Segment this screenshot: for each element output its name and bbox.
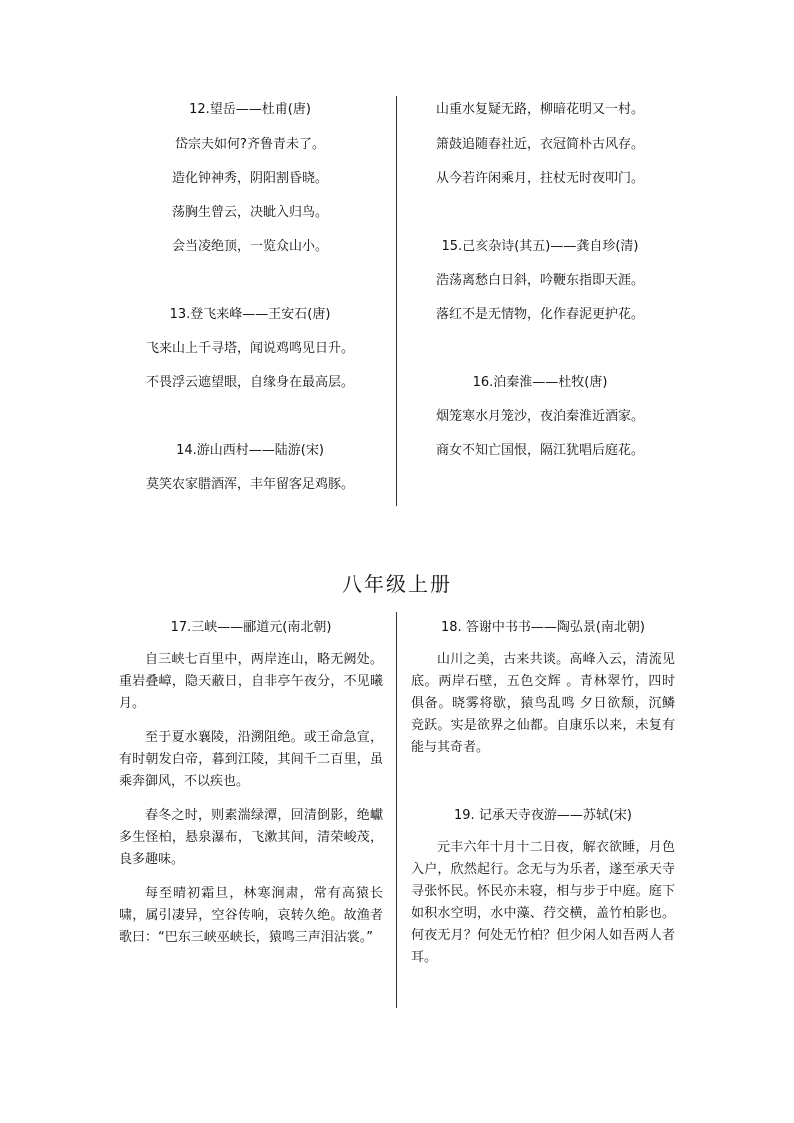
poem-title: 13.登飞来峰——王安石(唐) [169, 307, 331, 322]
poem-line: 山重水复疑无路，柳暗花明又一村。 [435, 102, 644, 117]
poem-title: 12.望岳——杜甫(唐) [189, 102, 311, 117]
upper-column-divider [396, 96, 397, 506]
poem-line: 浩荡离愁白日斜，吟鞭东指即天涯。 [435, 273, 644, 288]
lower-left-column [119, 616, 383, 949]
prose-paragraph: 山川之美，古来共谈。高峰入云，清流见底。两岸石壁，五色交辉 。青林翠竹，四时俱备。晓雾将歇，猿鸟乱鸣 夕日欲颓，沉鳞竞跃。实是欲界之仙都。自康乐以来，未复有能与其奇者。 [411, 652, 675, 755]
poem-line: 烟笼寒水月笼沙，夜泊秦淮近酒家。 [435, 409, 644, 424]
prose-paragraph: 每至晴初霜旦，林寒涧肃，常有高猿长啸，属引凄异，空谷传响，哀转久绝。故渔者歌曰：“巴东三峡巫峡长，猿鸣三声泪沾裳。” [119, 886, 383, 945]
prose-title: 17.三峡——郦道元(南北朝) [170, 620, 332, 635]
prose-title: 19. 记承天寺夜游——苏轼(宋) [454, 808, 632, 823]
lower-right-column-second [411, 804, 675, 969]
lower-column-divider [396, 612, 397, 1008]
lower-right-column [411, 616, 675, 759]
poem-line: 荡胸生曾云，决眦入归鸟。 [171, 205, 328, 220]
poem-line: 莫笑农家腊酒浑，丰年留客足鸡豚。 [145, 477, 354, 492]
poem-line: 落红不是无情物，化作春泥更护花。 [435, 307, 644, 322]
poem-line: 岱宗夫如何?齐鲁青未了。 [175, 137, 325, 152]
prose-paragraph: 至于夏水襄陵，沿溯阻绝。或王命急宣，有时朝发白帝，暮到江陵，其间千二百里，虽乘奔御风，不以疾也。 [119, 730, 383, 789]
poem-title: 16.泊秦淮——杜牧(唐) [472, 375, 608, 390]
poem-line: 从今若许闲乘月，拄杖无时夜叩门。 [435, 171, 644, 186]
prose-paragraph: 自三峡七百里中，两岸连山，略无阙处。重岩叠嶂，隐天蔽日，自非亭午夜分，不见曦月。 [119, 652, 383, 711]
poem-line: 飞来山上千寻塔，闻说鸡鸣见日升。 [145, 341, 354, 356]
section-heading: 八年级上册 [342, 572, 452, 596]
poem-line: 商女不知亡国恨，隔江犹唱后庭花。 [435, 443, 644, 458]
poem-line: 造化钟神秀，阴阳割昏晓。 [171, 171, 328, 186]
poem-line: 箫鼓追随春社近，衣冠简朴古风存。 [435, 137, 644, 152]
poem-title: 15.己亥杂诗(其五)——龚自珍(清) [441, 239, 639, 254]
poem-line: 会当凌绝顶，一览众山小。 [171, 239, 328, 254]
prose-title: 18. 答谢中书书——陶弘景(南北朝) [441, 620, 645, 635]
poem-title: 14.游山西村——陆游(宋) [176, 443, 324, 458]
poem-line: 不畏浮云遮望眼，自缘身在最高层。 [145, 375, 354, 390]
prose-paragraph: 元丰六年十月十二日夜，解衣欲睡，月色入户，欣然起行。念无与为乐者，遂至承天寺寻张怀民。怀民亦未寝，相与步于中庭。庭下如积水空明，水中藻、荇交横，盖竹柏影也。何夜无月？何处无竹柏？但少闲人如吾两人者耳。 [411, 840, 675, 965]
prose-paragraph: 春冬之时，则素湍绿潭，回清倒影，绝巘多生怪柏，悬泉瀑布，飞漱其间，清荣峻茂，良多趣味。 [119, 808, 383, 867]
